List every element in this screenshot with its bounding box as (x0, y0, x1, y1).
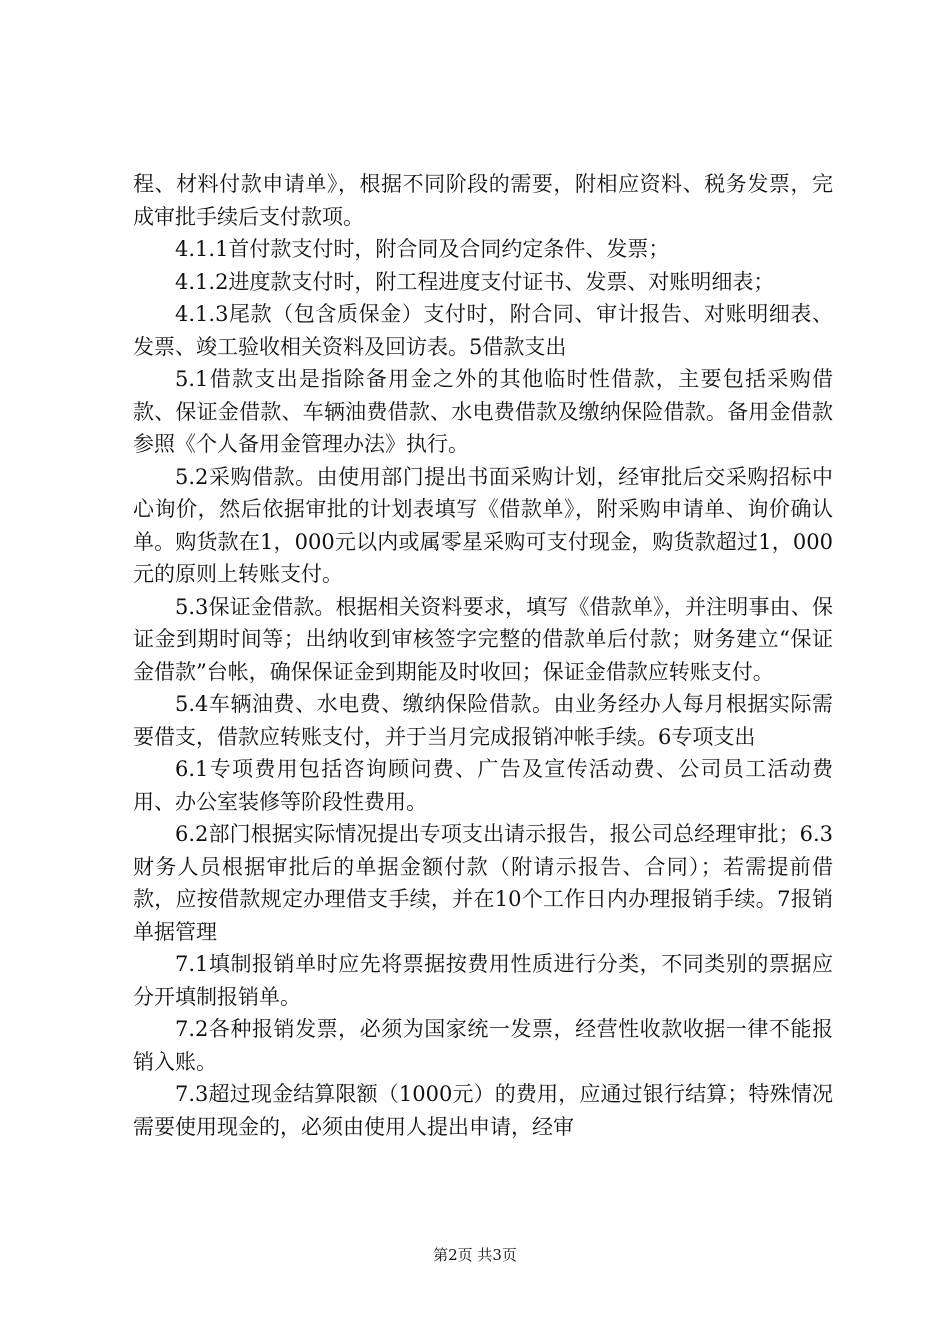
paragraph-7-1: 7.1填制报销单时应先将票据按费用性质进行分类，不同类别的票据应分开填制报销单。 (133, 952, 833, 1009)
paragraph-5-4: 5.4车辆油费、水电费、缴纳保险借款。由业务经办人每月根据实际需要借支，借款应转账支付，并于当月完成报销冲帐手续。6专项支出 (133, 692, 833, 749)
paragraph-continuation: 程、材料付款申请单》，根据不同阶段的需要，附相应资料、税务发票，完成审批手续后支付款项。 (133, 172, 833, 229)
paragraph-6-1: 6.1专项费用包括咨询顾问费、广告及宣传活动费、公司员工活动费用、办公室装修等阶段性费用。 (133, 757, 833, 814)
paragraph-6-2: 6.2部门根据实际情况提出专项支出请示报告，报公司总经理审批；6.3财务人员根据审批后的单据金额付款（附请示报告、合同）；若需提前借款，应按借款规定办理借支手续，并在10个工作日内办理报销手续。7报销单据管理 (133, 822, 833, 944)
page-number-footer: 第2页 共3页 (433, 1246, 517, 1264)
document-body (133, 168, 833, 1143)
paragraph-5-2: 5.2采购借款。由使用部门提出书面采购计划，经审批后交采购招标中心询价，然后依据审批的计划表填写《借款单》，附采购申请单、询价确认单。购货款在1，000元以内或属零星采购可支付现金，购货款超过1，000元的原则上转账支付。 (133, 464, 833, 586)
paragraph-4-1-3: 4.1.3尾款（包含质保金）支付时，附合同、审计报告、对账明细表、发票、竣工验收相关资料及回访表。5借款支出 (133, 302, 833, 359)
paragraph-5-1: 5.1借款支出是指除备用金之外的其他临时性借款，主要包括采购借款、保证金借款、车辆油费借款、水电费借款及缴纳保险借款。备用金借款参照《个人备用金管理办法》执行。 (133, 367, 833, 456)
paragraph-7-3: 7.3超过现金结算限额（1000元）的费用，应通过银行结算；特殊情况需要使用现金的，必须由使用人提出申请，经审 (133, 1082, 833, 1139)
paragraph-4-1-2: 4.1.2进度款支付时，附工程进度支付证书、发票、对账明细表； (175, 269, 775, 294)
paragraph-7-2: 7.2各种报销发票，必须为国家统一发票，经营性收款收据一律不能报销入账。 (133, 1017, 833, 1074)
paragraph-5-3: 5.3保证金借款。根据相关资料要求，填写《借款单》，并注明事由、保证金到期时间等；出纳收到审核签字完整的借款单后付款；财务建立“保证金借款”台帐，确保保证金到期能及时收回；保证金借款应转账支付。 (133, 594, 833, 684)
paragraph-4-1-1: 4.1.1首付款支付时，附合同及合同约定条件、发票； (175, 237, 670, 261)
